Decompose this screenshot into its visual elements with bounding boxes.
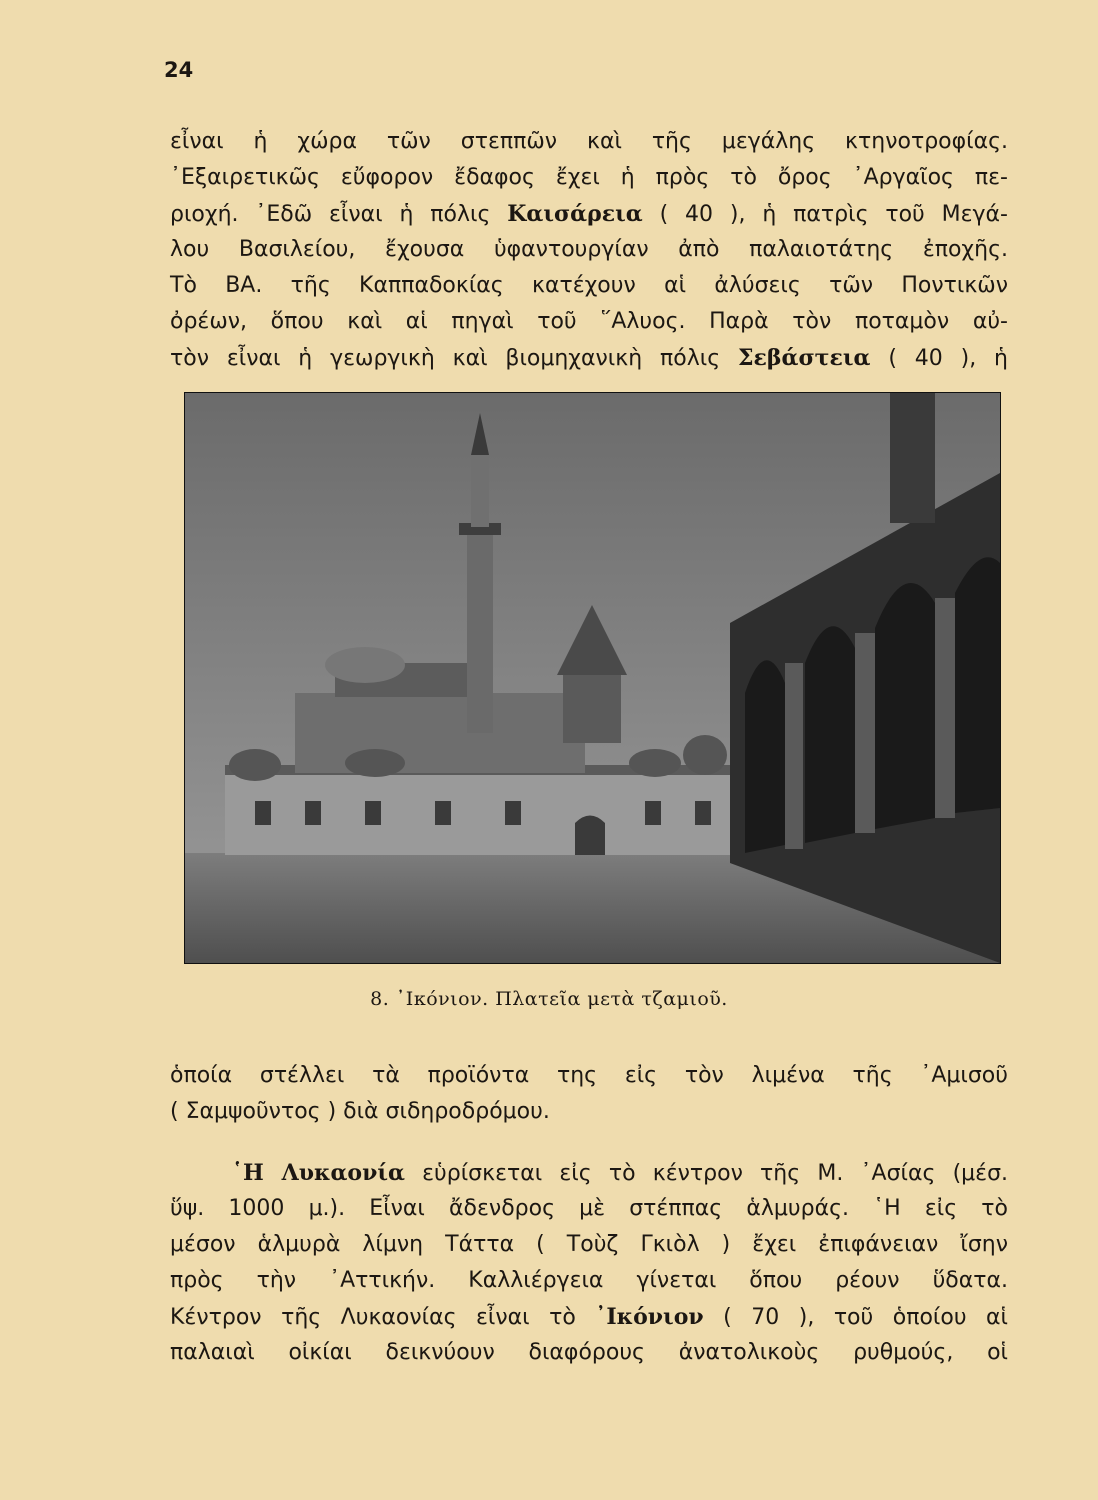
- text-line: ( Σαμψοῦντος ) διὰ σιδηροδρόμου.: [170, 1099, 550, 1124]
- mosque-photograph: [184, 392, 1001, 964]
- paragraph-amisos: [170, 1058, 1008, 1130]
- text-line: Τὸ ΒΑ. τῆς Καππαδοκίας κατέχουν αἱ ἀλύσεις τῶν Ποντικῶν: [170, 273, 1008, 298]
- text-line: [170, 196, 1008, 232]
- text-line: μέσον ἁλμυρὰ λίμνη Τάττα ( Τοὺζ Γκιὸλ ) ἔχει ἐπιφάνειαν ἴσην: [170, 1232, 1008, 1257]
- text-line: [170, 1299, 1008, 1335]
- text-line: ὁποία στέλλει τὰ προϊόντα της εἰς τὸν λιμένα τῆς ᾿Αμισοῦ: [170, 1063, 1008, 1088]
- text-line: εἶναι ἡ χώρα τῶν στεππῶν καὶ τῆς μεγάλης κτηνοτροφίας.: [170, 129, 1008, 154]
- text-fragment: Κέντρον τῆς Λυκαονίας εἶναι τὸ: [170, 1305, 576, 1330]
- heading-lykaonia: ῾Η Λυκαονία: [232, 1160, 405, 1186]
- text-fragment: ( 70 ), τοῦ ὁποίου αἱ: [723, 1305, 1008, 1330]
- place-name-kaisareia: Καισάρεια: [507, 201, 643, 227]
- text-line: ὕψ. 1000 μ.). Εἶναι ἄδενδρος μὲ στέππας ἁλμυράς. ῾Η εἰς τὸ: [170, 1196, 1008, 1221]
- text-line: ὀρέων, ὅπου καὶ αἱ πηγαὶ τοῦ ῞Αλυος. Παρὰ τὸν ποταμὸν αὐ-: [170, 309, 1008, 334]
- text-line: λου Βασιλείου, ἔχουσα ὑφαντουργίαν ἀπὸ παλαιοτάτης ἐποχῆς.: [170, 237, 1008, 262]
- page-number: 24: [164, 58, 194, 82]
- place-name-sevasteia: Σεβάστεια: [737, 345, 871, 371]
- text-fragment: ( 40 ), ἡ: [888, 346, 1009, 371]
- figure-caption: 8. ᾿Ικόνιον. Πλατεῖα μετὰ τζαμιοῦ.: [370, 988, 728, 1010]
- place-name-ikonion: ᾿Ικόνιον: [595, 1304, 704, 1330]
- text-fragment: ριοχή. ᾿Εδῶ εἶναι ἡ πόλις: [170, 202, 491, 227]
- text-line: παλαιαὶ οἰκίαι δεικνύουν διαφόρους ἀνατολικοὺς ρυθμούς, οἱ: [170, 1340, 1008, 1365]
- text-line: πρὸς τὴν ᾿Αττικήν. Καλλιέργεια γίνεται ὅπου ρέουν ὕδατα.: [170, 1268, 1008, 1293]
- paragraph-lykaonia: [170, 1155, 1008, 1371]
- text-fragment: ( 40 ), ἡ πατρὶς τοῦ Μεγά-: [659, 202, 1008, 227]
- text-line: [170, 1155, 1008, 1191]
- text-fragment: τὸν εἶναι ἡ γεωργικὴ καὶ βιομηχανικὴ πόλις: [170, 346, 721, 371]
- text-fragment: εὑρίσκεται εἰς τὸ κέντρον τῆς Μ. ᾿Ασίας (μέσ.: [422, 1161, 1009, 1186]
- text-line: ᾿Εξαιρετικῶς εὔφορον ἔδαφος ἔχει ἡ πρὸς τὸ ὄρος ᾿Αργαῖος πε-: [170, 165, 1008, 190]
- paragraph-cappadocia: [170, 124, 1008, 376]
- text-line: [170, 340, 1008, 376]
